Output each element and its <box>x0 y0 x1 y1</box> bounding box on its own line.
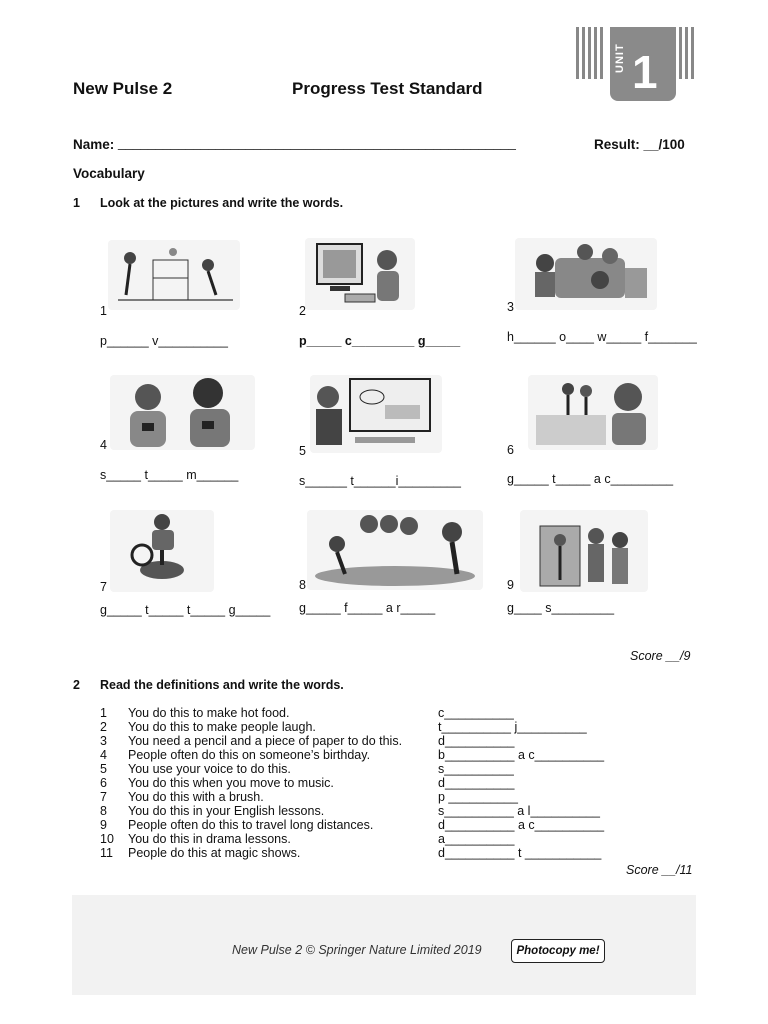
answer-blank[interactable]: p_____ c_________ g_____ <box>299 334 461 348</box>
photocopy-stamp: Photocopy me! <box>511 939 605 963</box>
copyright-text: New Pulse 2 © Springer Nature Limited 2019 <box>232 943 482 957</box>
answer-blank[interactable]: g____ s_________ <box>507 601 615 615</box>
item-number: 6 <box>507 443 514 457</box>
item-number: 5 <box>299 444 306 458</box>
definition-text: You need a pencil and a piece of paper to do this. <box>128 734 403 748</box>
picture-surf-the-internet <box>310 375 442 453</box>
answer-blank[interactable]: p______ v__________ <box>100 334 228 348</box>
definition-text: You use your voice to do this. <box>128 762 291 776</box>
definition-number: 7 <box>100 790 107 804</box>
definition-number: 1 <box>100 706 107 720</box>
definition-text: People often do this to travel long distances. <box>128 818 374 832</box>
picture-volleyball <box>108 240 240 310</box>
picture-go-to-a-concert <box>528 375 658 450</box>
answer-blank[interactable]: h______ o____ w_____ f_______ <box>507 330 697 344</box>
definition-text: You do this in drama lessons. <box>128 832 291 846</box>
definition-number: 9 <box>100 818 107 832</box>
definition-number: 6 <box>100 776 107 790</box>
answer-blank[interactable]: s______ t______i_________ <box>299 474 461 488</box>
result-label: Result: __/100 <box>594 137 685 152</box>
exercise2-score: Score __/11 <box>626 863 693 877</box>
answer-blank[interactable]: p __________ <box>438 790 518 804</box>
unit-tab <box>576 27 694 101</box>
definition-row <box>100 790 264 804</box>
picture-go-to-the-gym <box>110 510 214 592</box>
item-number: 1 <box>100 304 107 318</box>
definition-row <box>100 734 402 748</box>
item-number: 4 <box>100 438 107 452</box>
definition-text: You do this in your English lessons. <box>128 804 325 818</box>
item-number: 2 <box>299 304 306 318</box>
definition-number: 5 <box>100 762 107 776</box>
exercise1-instruction: Look at the pictures and write the words. <box>100 196 344 210</box>
picture-computer-games <box>305 238 415 310</box>
answer-blank[interactable]: a__________ <box>438 832 515 846</box>
answer-blank[interactable]: t__________ j__________ <box>438 720 587 734</box>
definition-text: You do this to make people laugh. <box>128 720 316 734</box>
item-number: 7 <box>100 580 107 594</box>
definition-row <box>100 748 370 762</box>
definition-row <box>100 818 373 832</box>
answer-blank[interactable]: g_____ t_____ t_____ g_____ <box>100 603 271 617</box>
exercise2-number: 2 <box>73 678 80 692</box>
answer-blank[interactable]: s_____ t_____ m______ <box>100 468 239 482</box>
book-title: New Pulse 2 <box>73 79 173 98</box>
definition-row <box>100 776 334 790</box>
item-number: 9 <box>507 578 514 592</box>
exercise1-score: Score __/9 <box>630 649 691 663</box>
definition-row <box>100 804 324 818</box>
exercise2-instruction: Read the definitions and write the words. <box>100 678 344 692</box>
answer-blank[interactable]: g_____ t_____ a c_________ <box>507 472 674 486</box>
answer-blank[interactable]: c__________ <box>438 706 514 720</box>
picture-send-text-messages <box>110 375 255 450</box>
picture-go-shopping <box>520 510 648 592</box>
picture-go-for-a-run <box>307 510 483 590</box>
picture-hang-out-with-friends <box>515 238 657 310</box>
definition-number: 2 <box>100 720 107 734</box>
definition-number: 4 <box>100 748 107 762</box>
answer-blank[interactable]: s__________ a l__________ <box>438 804 600 818</box>
answer-blank[interactable]: d__________ <box>438 734 515 748</box>
section-title: Vocabulary <box>73 166 145 181</box>
definition-row <box>100 720 316 734</box>
definition-number: 3 <box>100 734 107 748</box>
answer-blank[interactable]: b__________ a c__________ <box>438 748 605 762</box>
definition-text: You do this with a brush. <box>128 790 264 804</box>
definition-number: 8 <box>100 804 107 818</box>
definition-row <box>100 846 300 860</box>
definition-text: You do this when you move to music. <box>128 776 334 790</box>
item-number: 8 <box>299 578 306 592</box>
definition-row <box>100 706 289 720</box>
definition-text: You do this to make hot food. <box>128 706 290 720</box>
unit-number: 1 <box>632 46 658 98</box>
definition-number: 10 <box>100 832 114 846</box>
answer-blank[interactable]: d__________ <box>438 776 515 790</box>
answer-blank[interactable]: d__________ t ___________ <box>438 846 602 860</box>
definition-text: People often do this on someone’s birthday. <box>128 748 371 762</box>
answer-blank[interactable]: d__________ a c__________ <box>438 818 605 832</box>
unit-label: UNIT <box>614 43 626 73</box>
name-label: Name: <box>73 137 115 152</box>
definition-row <box>100 762 291 776</box>
answer-blank[interactable]: s__________ <box>438 762 514 776</box>
definition-row <box>100 832 291 846</box>
test-title: Progress Test Standard <box>292 79 483 98</box>
exercise1-number: 1 <box>73 196 80 210</box>
name-field-line[interactable]: _____________________________________________________ <box>118 135 516 150</box>
answer-blank[interactable]: g_____ f_____ a r_____ <box>299 601 436 615</box>
definition-number: 11 <box>100 846 113 860</box>
definition-text: People do this at magic shows. <box>128 846 301 860</box>
item-number: 3 <box>507 300 514 314</box>
